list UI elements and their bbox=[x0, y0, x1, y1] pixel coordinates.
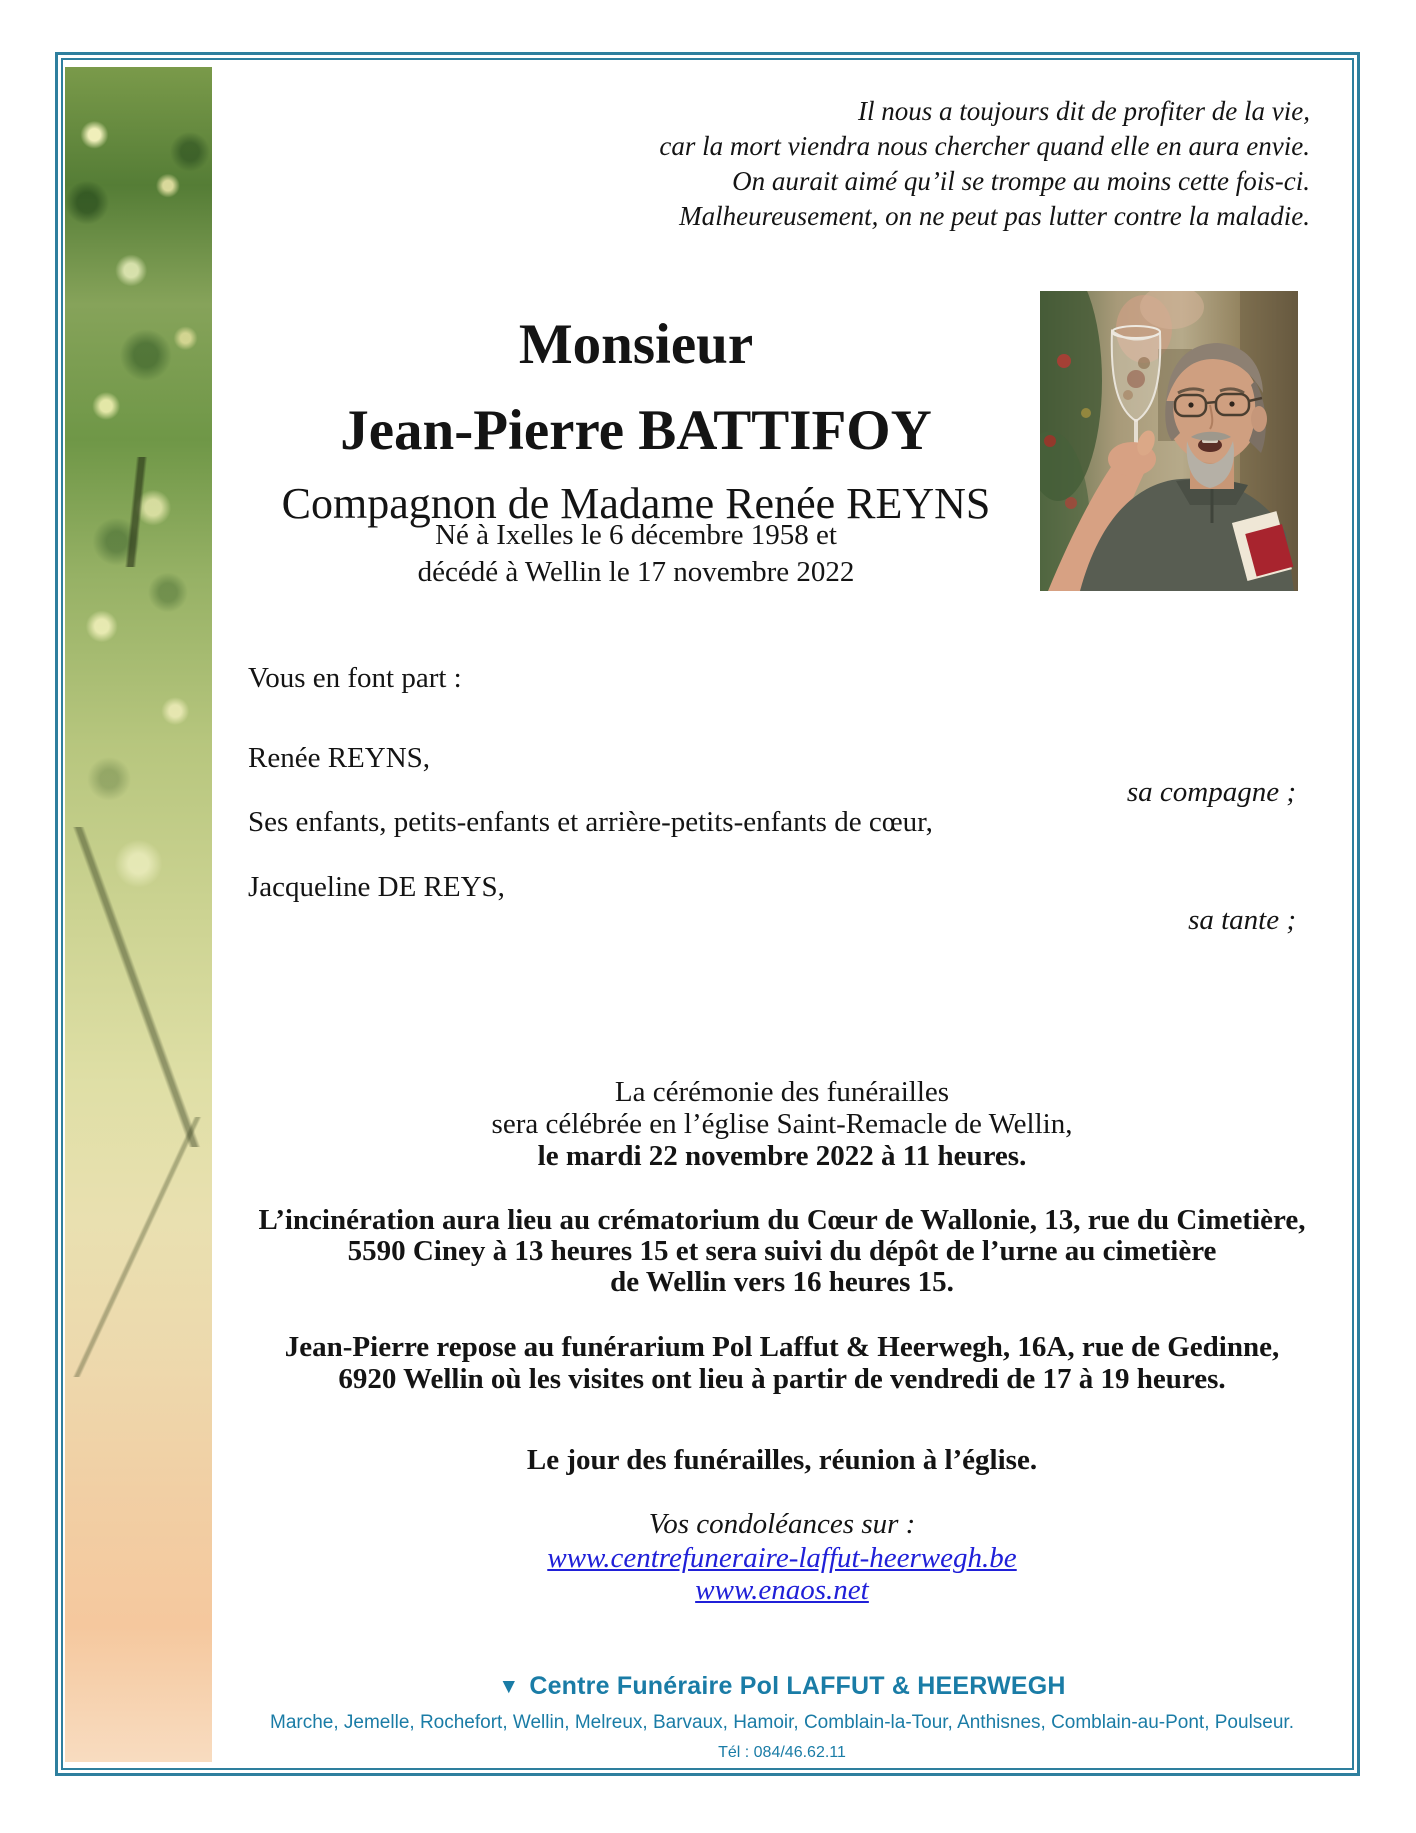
ceremony-line: La cérémonie des funérailles bbox=[614, 1076, 950, 1108]
ceremony-block bbox=[212, 1076, 1352, 1172]
condolences-link-wrap bbox=[212, 1542, 1352, 1575]
deceased-civility: Monsieur bbox=[518, 313, 754, 376]
cremation-block bbox=[212, 1205, 1352, 1298]
cremation-line: 5590 Ciney à 13 heures 15 et sera suivi du dépôt de l’urne au cimetière bbox=[347, 1235, 1217, 1267]
cremation-line: de Wellin vers 16 heures 15. bbox=[610, 1266, 954, 1298]
quote-line: On aurait aimé qu’il se trompe au moins cette fois-ci. bbox=[732, 166, 1310, 196]
condolences-link-wrap bbox=[212, 1574, 1352, 1607]
relative-role: sa tante ; bbox=[1188, 904, 1296, 936]
birth-line: Né à Ixelles le 6 décembre 1958 et bbox=[435, 519, 837, 551]
quote-line: Malheureusement, on ne peut pas lutter contre la maladie. bbox=[679, 201, 1310, 231]
relative-name: Renée REYNS, bbox=[248, 742, 431, 774]
condolences-link-enaos[interactable]: www.enaos.net bbox=[695, 1574, 869, 1606]
meeting-line: Le jour des funérailles, réunion à l’église. bbox=[526, 1444, 1038, 1476]
memorial-quote bbox=[350, 94, 1310, 234]
portrait-photo bbox=[1040, 291, 1298, 591]
quote-line: Il nous a toujours dit de profiter de la vie, bbox=[858, 96, 1310, 126]
birth-death-block bbox=[212, 517, 1060, 591]
announcement-intro: Vous en font part : bbox=[248, 662, 462, 694]
triangle-icon: ▼ bbox=[498, 1675, 520, 1698]
repose-block bbox=[212, 1331, 1352, 1395]
cremation-line: L’incinération aura lieu au crématorium du Cœur de Wallonie, 13, rue du Cimetière, bbox=[258, 1204, 1306, 1236]
deceased-relation: Compagnon de Madame Renée REYNS bbox=[281, 479, 991, 528]
funeral-home-header bbox=[212, 1672, 1352, 1701]
funeral-home-locations: Marche, Jemelle, Rochefort, Wellin, Melreux, Barvaux, Hamoir, Comblain-la-Tour, Anthisnes, Comblain-au-Pont, Poulseur. bbox=[270, 1712, 1294, 1733]
ceremony-line: sera célébrée en l’église Saint-Remacle de Wellin, bbox=[491, 1108, 1073, 1140]
condolences-label: Vos condoléances sur : bbox=[648, 1508, 916, 1540]
condolences-link-funeraire[interactable]: www.centrefuneraire-laffut-heerwegh.be bbox=[547, 1542, 1017, 1574]
deceased-name: Jean-Pierre BATTIFOY bbox=[340, 399, 932, 462]
funeral-home-phone: Tél : 084/46.62.11 bbox=[718, 1744, 846, 1761]
portrait-illustration bbox=[1040, 291, 1298, 591]
relative-name: Jacqueline DE REYS, bbox=[248, 871, 505, 903]
side-nature-photo bbox=[65, 67, 212, 1762]
funeral-home-name: Centre Funéraire Pol LAFFUT & HEERWEGH bbox=[529, 1672, 1066, 1700]
relative-name: Ses enfants, petits-enfants et arrière-petits-enfants de cœur, bbox=[248, 806, 933, 838]
death-line: décédé à Wellin le 17 novembre 2022 bbox=[417, 556, 855, 588]
repose-line: Jean-Pierre repose au funérarium Pol Laffut & Heerwegh, 16A, rue de Gedinne, bbox=[284, 1331, 1280, 1363]
relative-role: sa compagne ; bbox=[1126, 776, 1296, 808]
quote-line: car la mort viendra nous chercher quand elle en aura envie. bbox=[659, 131, 1310, 161]
ceremony-date-line: le mardi 22 novembre 2022 à 11 heures. bbox=[537, 1140, 1027, 1172]
repose-line: 6920 Wellin où les visites ont lieu à partir de vendredi de 17 à 19 heures. bbox=[338, 1363, 1226, 1395]
